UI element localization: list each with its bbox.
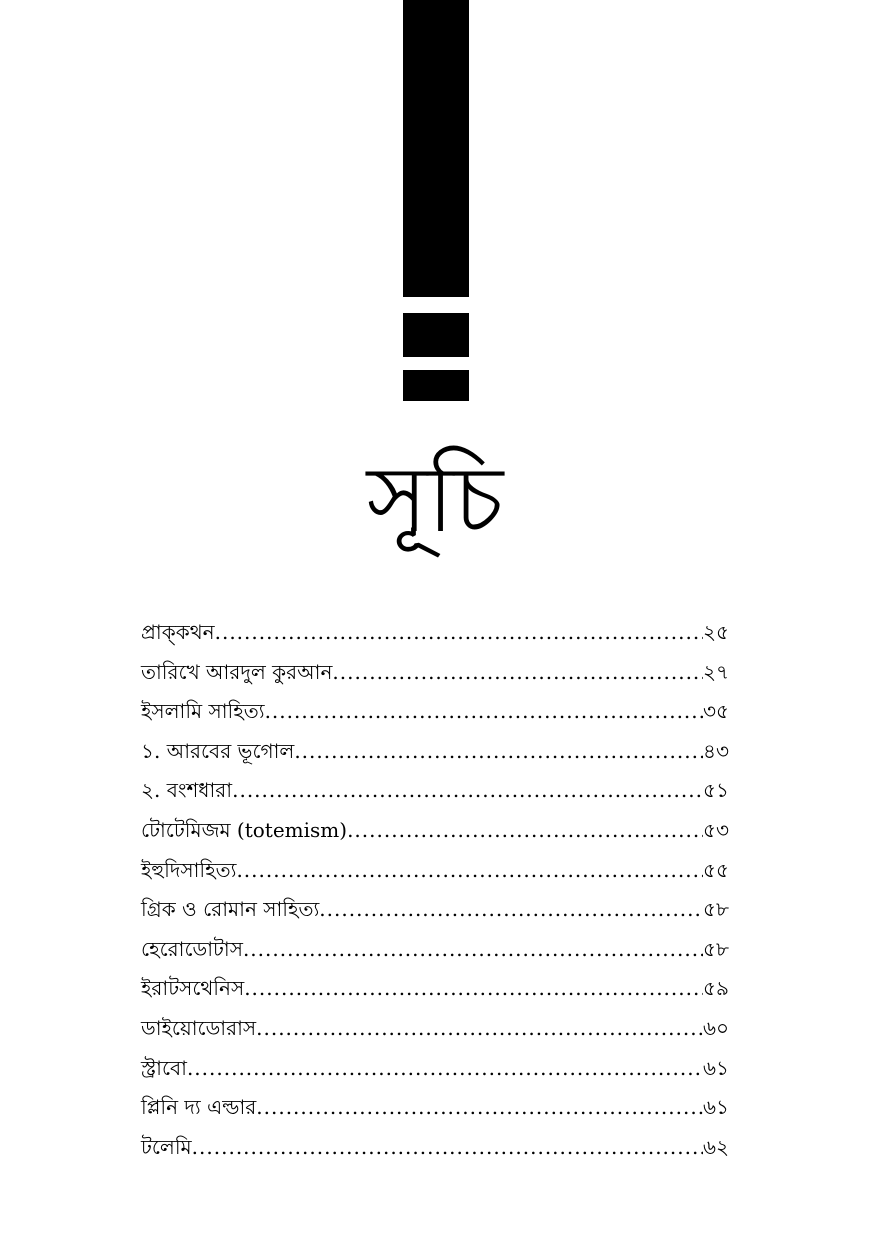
toc-entry — [141, 811, 729, 851]
toc-page-number: ২৭ — [702, 659, 729, 684]
toc-page-number: ৫৯ — [703, 976, 729, 1001]
toc-dot-leader — [232, 771, 703, 811]
toc-dot-leader — [256, 1088, 703, 1128]
toc-dot-leader — [265, 692, 703, 732]
toc-dot-leader — [319, 890, 703, 930]
toc-entry-label: ডাইয়োডোরাস — [141, 1015, 257, 1040]
toc-entry — [141, 1128, 729, 1168]
toc-entry-label: ১. আরবের ভূগোল — [141, 738, 295, 763]
toc-dot-leader — [192, 1128, 703, 1168]
toc-page-number: ৫৮ — [703, 936, 729, 961]
toc-entry-label: ২. বংশধারা — [141, 778, 233, 803]
toc-entry — [141, 692, 729, 732]
toc-page-number: ২৫ — [703, 620, 729, 644]
toc-page-number: ৪৩ — [703, 738, 729, 763]
toc-dot-leader — [243, 930, 703, 970]
toc-page-number: ৫৮ — [703, 897, 729, 922]
toc-entry-label: গ্রিক ও রোমান সাহিত্য — [141, 897, 320, 922]
toc-page-number: ৫১ — [703, 778, 729, 803]
toc-dot-leader — [236, 851, 703, 891]
toc-page-number: ৬১ — [703, 1055, 729, 1080]
toc-entry — [141, 613, 729, 653]
toc-dot-leader — [187, 1049, 703, 1089]
toc-dot-leader — [215, 613, 703, 653]
toc-entry — [141, 890, 729, 930]
toc-entry — [141, 1009, 729, 1049]
toc-page-number: ৬০ — [702, 1015, 729, 1040]
toc-dot-leader — [294, 732, 703, 772]
table-of-contents — [141, 613, 729, 1167]
decorative-bar-small — [403, 370, 469, 401]
toc-entry — [141, 771, 729, 811]
toc-entry-label: ইহুদিসাহিত্য — [141, 857, 237, 882]
toc-entry-label: তারিখে আরদুল কুরআন — [141, 659, 333, 684]
toc-entry — [141, 851, 729, 891]
toc-entry-label: হেরোডোটাস — [141, 936, 243, 961]
toc-dot-leader — [244, 969, 703, 1009]
toc-page-number: ৫৫ — [703, 857, 729, 882]
toc-entry — [141, 930, 729, 970]
toc-page-number: ৬২ — [702, 1134, 729, 1159]
toc-dot-leader — [347, 811, 703, 851]
toc-entry-label: ইরাটসথেনিস — [141, 976, 245, 1001]
toc-entry — [141, 653, 729, 693]
decorative-bar-large — [403, 0, 469, 297]
toc-dot-leader — [256, 1009, 703, 1049]
toc-entry-label: স্ট্রাবো — [141, 1055, 187, 1080]
toc-page-number: ৩৫ — [703, 699, 729, 724]
toc-entry — [141, 1049, 729, 1089]
toc-entry-label: টোটেমিজম (totemism) — [141, 817, 348, 842]
toc-dot-leader — [332, 653, 703, 693]
toc-page-number: ৬১ — [703, 1095, 729, 1120]
toc-entry — [141, 1088, 729, 1128]
page-title: সূচি — [366, 446, 504, 553]
toc-entry — [141, 732, 729, 772]
decorative-bar-medium — [403, 313, 469, 357]
toc-page-number: ৫৩ — [703, 817, 729, 842]
toc-entry-label: ইসলামি সাহিত্য — [141, 699, 265, 724]
toc-entry — [141, 969, 729, 1009]
toc-entry-label: প্রাক্‌কথন — [141, 620, 215, 644]
toc-entry-label: প্লিনি দ্য এল্ডার — [141, 1095, 257, 1120]
toc-entry-label: টলেমি — [141, 1134, 192, 1159]
